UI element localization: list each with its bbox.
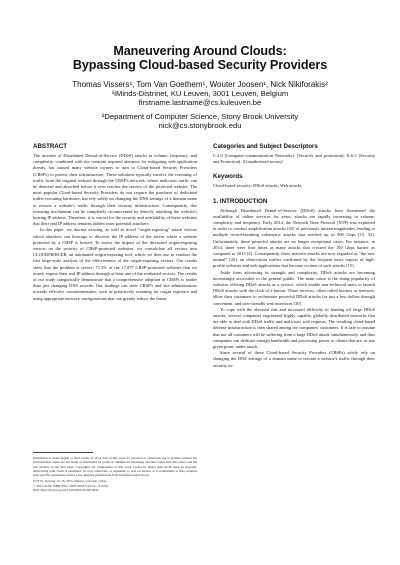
- author-block: [20, 80, 380, 130]
- keywords-heading: Keywords: [213, 173, 243, 181]
- intro-paragraph-4: Since several of these Cloud-based Security Providers (CBSPs) solely rely on changing the DNS settings of a domain name to reroute a website's traffic through their security in-: [213, 350, 375, 368]
- affiliation-1: ¹iMinds-Distrinet, KU Leuven, 3001 Leuven, Belgium: [111, 89, 289, 99]
- footnote-rule: [33, 452, 93, 453]
- copyright-footnote: [33, 452, 197, 492]
- introduction-heading: 1. INTRODUCTION: [213, 197, 268, 205]
- intro-paragraph-3: To cope with the elevated risk and increased difficulty in fending off large DDoS attacks, several companies engineered highly capable, globally distributed networks that are able to deal with DDoS traffic and malicious web requests. The resulting cloud-based defense infrastructure is then shared among the companies' customers. It is safe to assume that not all customers will be suffering from a large DDoS attack simultaneously, and thus companies can dedicate enough bandwidth and processing power to clients that are, at any given point, under attack.: [213, 306, 375, 350]
- venue-line: CCS'15, October 12–16, 2015, Denver, Colorado, USA.: [33, 479, 107, 484]
- abstract-heading: ABSTRACT: [33, 143, 68, 150]
- intro-paragraph-2: Aside from advancing in strength and complexity, DDoS attacks are becoming increasingly accessible to the general public. The main cause is the rising popularity of websites offering DDoS attacks as a service, which enable non-technical users to launch DDoS attacks with the click of a button. These services, often called booters or stressers, allow their customers to orchestrate powerful DDoS attacks for just a few dollars through convenient, and user-friendly web interfaces [30].: [213, 269, 375, 306]
- paper-title: [20, 44, 380, 72]
- doi-line: DOI: http://dx.doi.org/10.1145/2810103.2813633.: [33, 488, 100, 493]
- email-1: firstname.lastname@cs.kuleuven.be: [138, 98, 262, 108]
- email-2: nick@cs.stonybrook.edu: [158, 120, 242, 130]
- categories-text: C.2.0 [Computer-communication Networks]: [Security and protection]; K.6.5 [Security and Protection]: [Unauthorized access]: [213, 153, 375, 165]
- permission-text: Permission to make digital or hard copies of all or part of this work for personal or classroom use is granted without fee provided that copies are not made or distributed for profit or commercial advantage and that copies bear this notice and the full citation on the first page. Copyrights for components of this work owned by others than ACM must be honored. Abstracting with credit is permitted. To copy otherwise, or republish, to post on servers or to redistribute to lists, requires prior specific permission and/or a fee. Request permissions from Permissions@acm.org.: [33, 456, 197, 478]
- abstract-paragraph-1: The increase of Distributed Denial-of-Service (DDoS) attacks in volume, frequency, and complexity, combined with the constant required alertness for mitigating web application threats, has caused many website owners to turn to Cloud-based Security Providers (CBSPs) to protect their infrastructure. These solutions typically involve the rerouting of traffic from the original website through the CBSP's network, where malicious traffic can be detected and absorbed before it ever reaches the servers of the protected website. The most popular Cloud-based Security Providers do not require the purchase of dedicated traffic-rerouting hardware, but rely solely on changing the DNS settings of a domain name to reroute a website's traffic through their security infrastructure. Consequently, this rerouting mechanism can be completely circumvented by directly attacking the website's hosting IP address. Therefore, it is crucial for the security and availability of these websites that their real IP address remains hidden from potential attackers.: [33, 153, 197, 227]
- categories-heading: Categories and Subject Descriptors: [213, 143, 318, 150]
- left-column: [33, 143, 197, 302]
- right-column: [213, 143, 375, 369]
- title-line-1: Maneuvering Around Clouds:: [113, 44, 287, 58]
- affiliation-2: ²Department of Computer Science, Stony Brook University: [101, 111, 299, 121]
- title-line-2: Bypassing Cloud-based Security Providers: [72, 58, 328, 72]
- intro-paragraph-1: Although Distributed Denial-of-Service (DDoS) attacks have threatened the availability of online services for years, attacks are rapidly increasing in volume, complexity and frequency. Early 2014, the Network Time Protocol (NTP) was exploited in order to conduct amplification attacks [45] of previously unseen magnitudes, leading to multiple record-breaking volumetric attacks that reached up to 500 Gbps [15, 52]. Unfortunately, these powerful attacks are no longer exceptional cases. For instance, in 2014, there were four times as many attacks that crossed the 100 Gbps barrier as compared to 2013 [4]. Consequently, these massive attacks are now regarded as "the new normal" [20], an observation further confirmed by the frequent news reports of high-profile websites and web applications that become victims of such attacks [15].: [213, 207, 375, 269]
- author-names: Thomas Vissers¹, Tom Van Goethem¹, Wouter Joosen¹, Nick Nikiforakis²: [72, 80, 328, 89]
- abstract-paragraph-2: In this paper, we discuss existing, as well as novel "origin-exposing" attack vectors which attackers can leverage to discover the IP address of the server where a website protected by a CBSP is hosted. To assess the impact of the discussed origin-exposing vectors on the security of CBSP-protected websites, we consolidate all vectors into CLOUDPIERCER, an automated origin-exposing tool, which we then use to conduct the first large-scale analysis of the effectiveness of the origin-exposing vectors. Our results show that the problem is severe: 71.5% of the 17,877 CBSP-protected websites that we tested, expose their real IP address through at least one of the evaluated vectors. The results of our study categorically demonstrate that a comprehensive adoption of CBSPs is harder than just changing DNS records. Our findings can steer CBSP's and site administrators towards effective countermeasures, such as proactively scanning for origin exposure and using appropriate network configurations that can greatly reduce the threat.: [33, 227, 197, 301]
- keywords-text: Cloud-based security; DDoS attacks; Web attacks: [213, 183, 302, 189]
- copyright-line: © 2015 ACM. ISBN 978-1-4503-3832-5/15/10 ...$15.00.: [33, 483, 109, 488]
